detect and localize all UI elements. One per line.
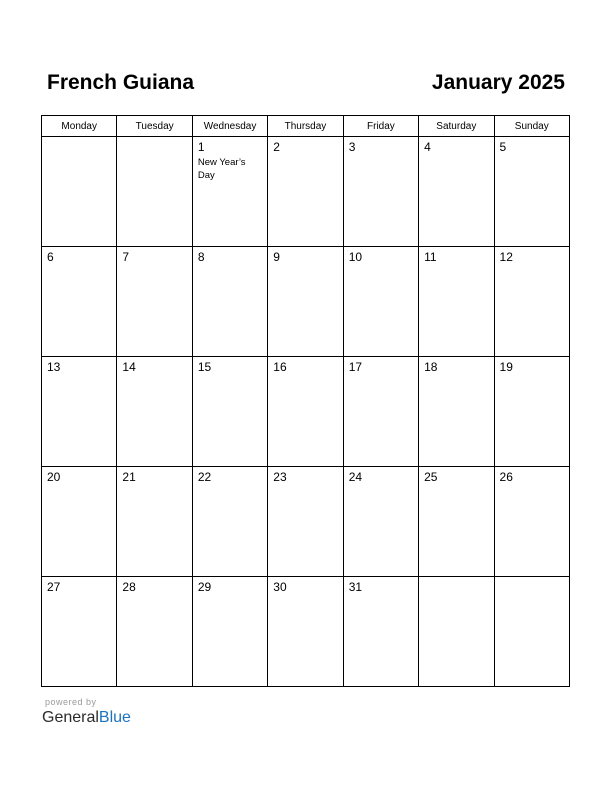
day-number: 12 xyxy=(499,250,513,264)
day-cell xyxy=(343,577,418,687)
day-cell xyxy=(117,577,192,687)
day-number: 31 xyxy=(348,580,363,594)
day-cell xyxy=(192,467,267,577)
day-number: 25 xyxy=(424,470,438,484)
logo-text-general: General xyxy=(42,709,99,726)
week-row xyxy=(42,137,570,247)
generalblue-logo[interactable] xyxy=(42,709,131,727)
day-cell xyxy=(419,467,494,577)
day-cell xyxy=(343,247,418,357)
day-number: 5 xyxy=(499,140,507,154)
day-cell xyxy=(494,467,569,577)
day-cell xyxy=(42,247,117,357)
day-number: 15 xyxy=(197,360,212,374)
weekday-header-row xyxy=(42,116,570,137)
day-number: 24 xyxy=(348,470,363,484)
day-number: 27 xyxy=(47,580,61,594)
day-number: 8 xyxy=(197,250,205,264)
day-cell xyxy=(343,357,418,467)
day-cell xyxy=(494,137,569,247)
weekday-header: Sunday xyxy=(494,116,569,137)
day-cell xyxy=(268,577,343,687)
day-cell xyxy=(494,357,569,467)
day-number: 23 xyxy=(273,470,287,484)
day-number: 21 xyxy=(122,470,136,484)
day-cell xyxy=(42,467,117,577)
weekday-header: Thursday xyxy=(268,116,343,137)
day-number: 20 xyxy=(47,470,61,484)
day-cell xyxy=(268,357,343,467)
week-row xyxy=(42,577,570,687)
day-cell xyxy=(117,467,192,577)
day-number: 10 xyxy=(348,250,363,264)
day-number: 18 xyxy=(424,360,438,374)
week-row xyxy=(42,247,570,357)
day-cell xyxy=(192,247,267,357)
day-cell xyxy=(42,137,117,247)
day-cell xyxy=(419,247,494,357)
day-cell xyxy=(192,357,267,467)
day-number: 19 xyxy=(499,360,513,374)
day-number: 13 xyxy=(47,360,61,374)
day-cell xyxy=(419,577,494,687)
day-cell xyxy=(419,137,494,247)
day-cell xyxy=(117,357,192,467)
day-cell xyxy=(117,137,192,247)
month-year-title: January 2025 xyxy=(431,71,565,94)
day-cell xyxy=(268,247,343,357)
day-number: 30 xyxy=(273,580,287,594)
day-cell xyxy=(192,137,267,247)
weekday-header: Saturday xyxy=(419,116,494,137)
week-row xyxy=(42,357,570,467)
day-number: 11 xyxy=(424,250,437,264)
day-cell xyxy=(268,137,343,247)
weekday-header: Tuesday xyxy=(117,116,192,137)
week-row xyxy=(42,467,570,577)
day-cell xyxy=(343,467,418,577)
logo-text-blue: Blue xyxy=(98,709,131,726)
day-number: 7 xyxy=(122,250,130,264)
day-number: 22 xyxy=(197,470,212,484)
day-number: 26 xyxy=(499,470,513,484)
day-cell xyxy=(117,247,192,357)
day-cell xyxy=(494,577,569,687)
holiday-label: New Year’s Day xyxy=(197,157,246,181)
day-number: 17 xyxy=(348,360,363,374)
region-title: French Guiana xyxy=(47,71,195,94)
day-number: 2 xyxy=(273,140,280,154)
day-number: 28 xyxy=(122,580,136,594)
day-number: 14 xyxy=(122,360,136,374)
day-cell xyxy=(42,577,117,687)
powered-by-label: powered by xyxy=(45,697,97,707)
day-number: 9 xyxy=(273,250,280,264)
calendar-grid xyxy=(41,115,570,687)
weekday-header: Wednesday xyxy=(192,116,267,137)
day-cell xyxy=(268,467,343,577)
day-cell xyxy=(494,247,569,357)
day-cell xyxy=(192,577,267,687)
day-cell xyxy=(42,357,117,467)
weekday-header: Monday xyxy=(42,116,117,137)
day-number: 29 xyxy=(197,580,212,594)
day-number: 3 xyxy=(348,140,356,154)
day-number: 6 xyxy=(47,250,54,264)
day-number: 1 xyxy=(197,140,205,154)
weekday-header: Friday xyxy=(343,116,418,137)
day-cell xyxy=(419,357,494,467)
day-cell xyxy=(343,137,418,247)
day-number: 4 xyxy=(424,140,431,154)
day-number: 16 xyxy=(273,360,287,374)
